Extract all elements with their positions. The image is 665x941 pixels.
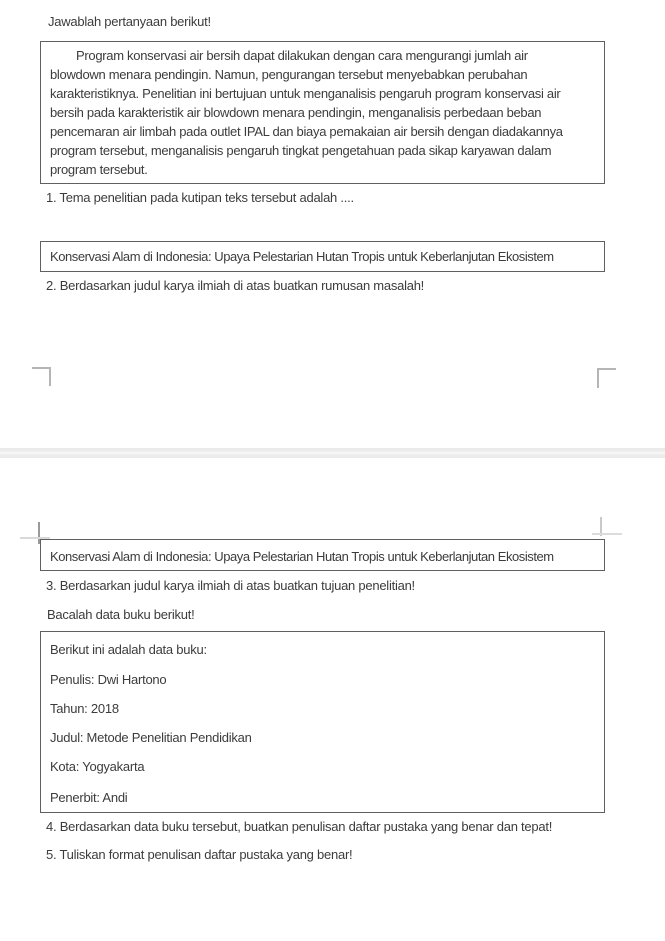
question-5: 5. Tuliskan format penulisan daftar pustaka yang benar! [46,847,353,862]
book-data-box [40,631,605,813]
excerpt-line: blowdown menara pendingin. Namun, pengurangan tersebut menyebabkan perubahan [50,67,528,82]
question-4: 4. Berdasarkan data buku tersebut, buatkan penulisan daftar pustaka yang benar dan tepat! [46,819,553,834]
book-line-year: Tahun: 2018 [50,701,119,716]
excerpt-line: karakteristiknya. Penelitian ini bertujuan untuk menganalisis pengaruh program konservasi air [50,86,561,101]
title-box-page2 [40,539,605,571]
page-separator [0,448,665,458]
excerpt-line: program tersebut, menganalisis pengaruh tingkat pengetahuan pada sikap karyawan dalam [50,143,552,158]
main-instruction: Jawablah pertanyaan berikut! [48,14,211,29]
book-line-city: Kota: Yogyakarta [50,759,145,774]
question-2: 2. Berdasarkan judul karya ilmiah di atas buatkan rumusan masalah! [46,278,425,293]
book-line-author: Penulis: Dwi Hartono [50,672,167,687]
book-line-title: Judul: Metode Penelitian Pendidikan [50,730,252,745]
title-box-page1 [40,241,605,272]
excerpt-line: Program konservasi air bersih dapat dilakukan dengan cara mengurangi jumlah air [76,48,528,63]
book-line-publisher: Penerbit: Andi [50,790,128,805]
crop-mark-page2-right [592,517,622,537]
excerpt-box [40,41,605,184]
excerpt-line: pencemaran air limbah pada outlet IPAL dan biaya pemakaian air bersih dengan diadakannya [50,124,563,139]
title-box-text: Konservasi Alam di Indonesia: Upaya Pelestarian Hutan Tropis untuk Keberlanjutan Ekosistem [50,249,554,264]
title-box-text: Konservasi Alam di Indonesia: Upaya Pelestarian Hutan Tropis untuk Keberlanjutan Ekosistem [50,549,554,564]
question-1: 1. Tema penelitian pada kutipan teks tersebut adalah .... [46,190,354,205]
question-3: 3. Berdasarkan judul karya ilmiah di atas buatkan tujuan penelitian! [46,578,415,593]
excerpt-line: program tersebut. [50,162,148,177]
crop-mark-page1-right [597,368,616,388]
read-instruction: Bacalah data buku berikut! [47,607,195,622]
excerpt-line: bersih pada karakteristik air blowdown menara pendingin, menganalisis perbedaan beban [50,105,542,120]
crop-mark-page1-left [32,367,51,386]
book-line-intro: Berikut ini adalah data buku: [50,642,207,657]
